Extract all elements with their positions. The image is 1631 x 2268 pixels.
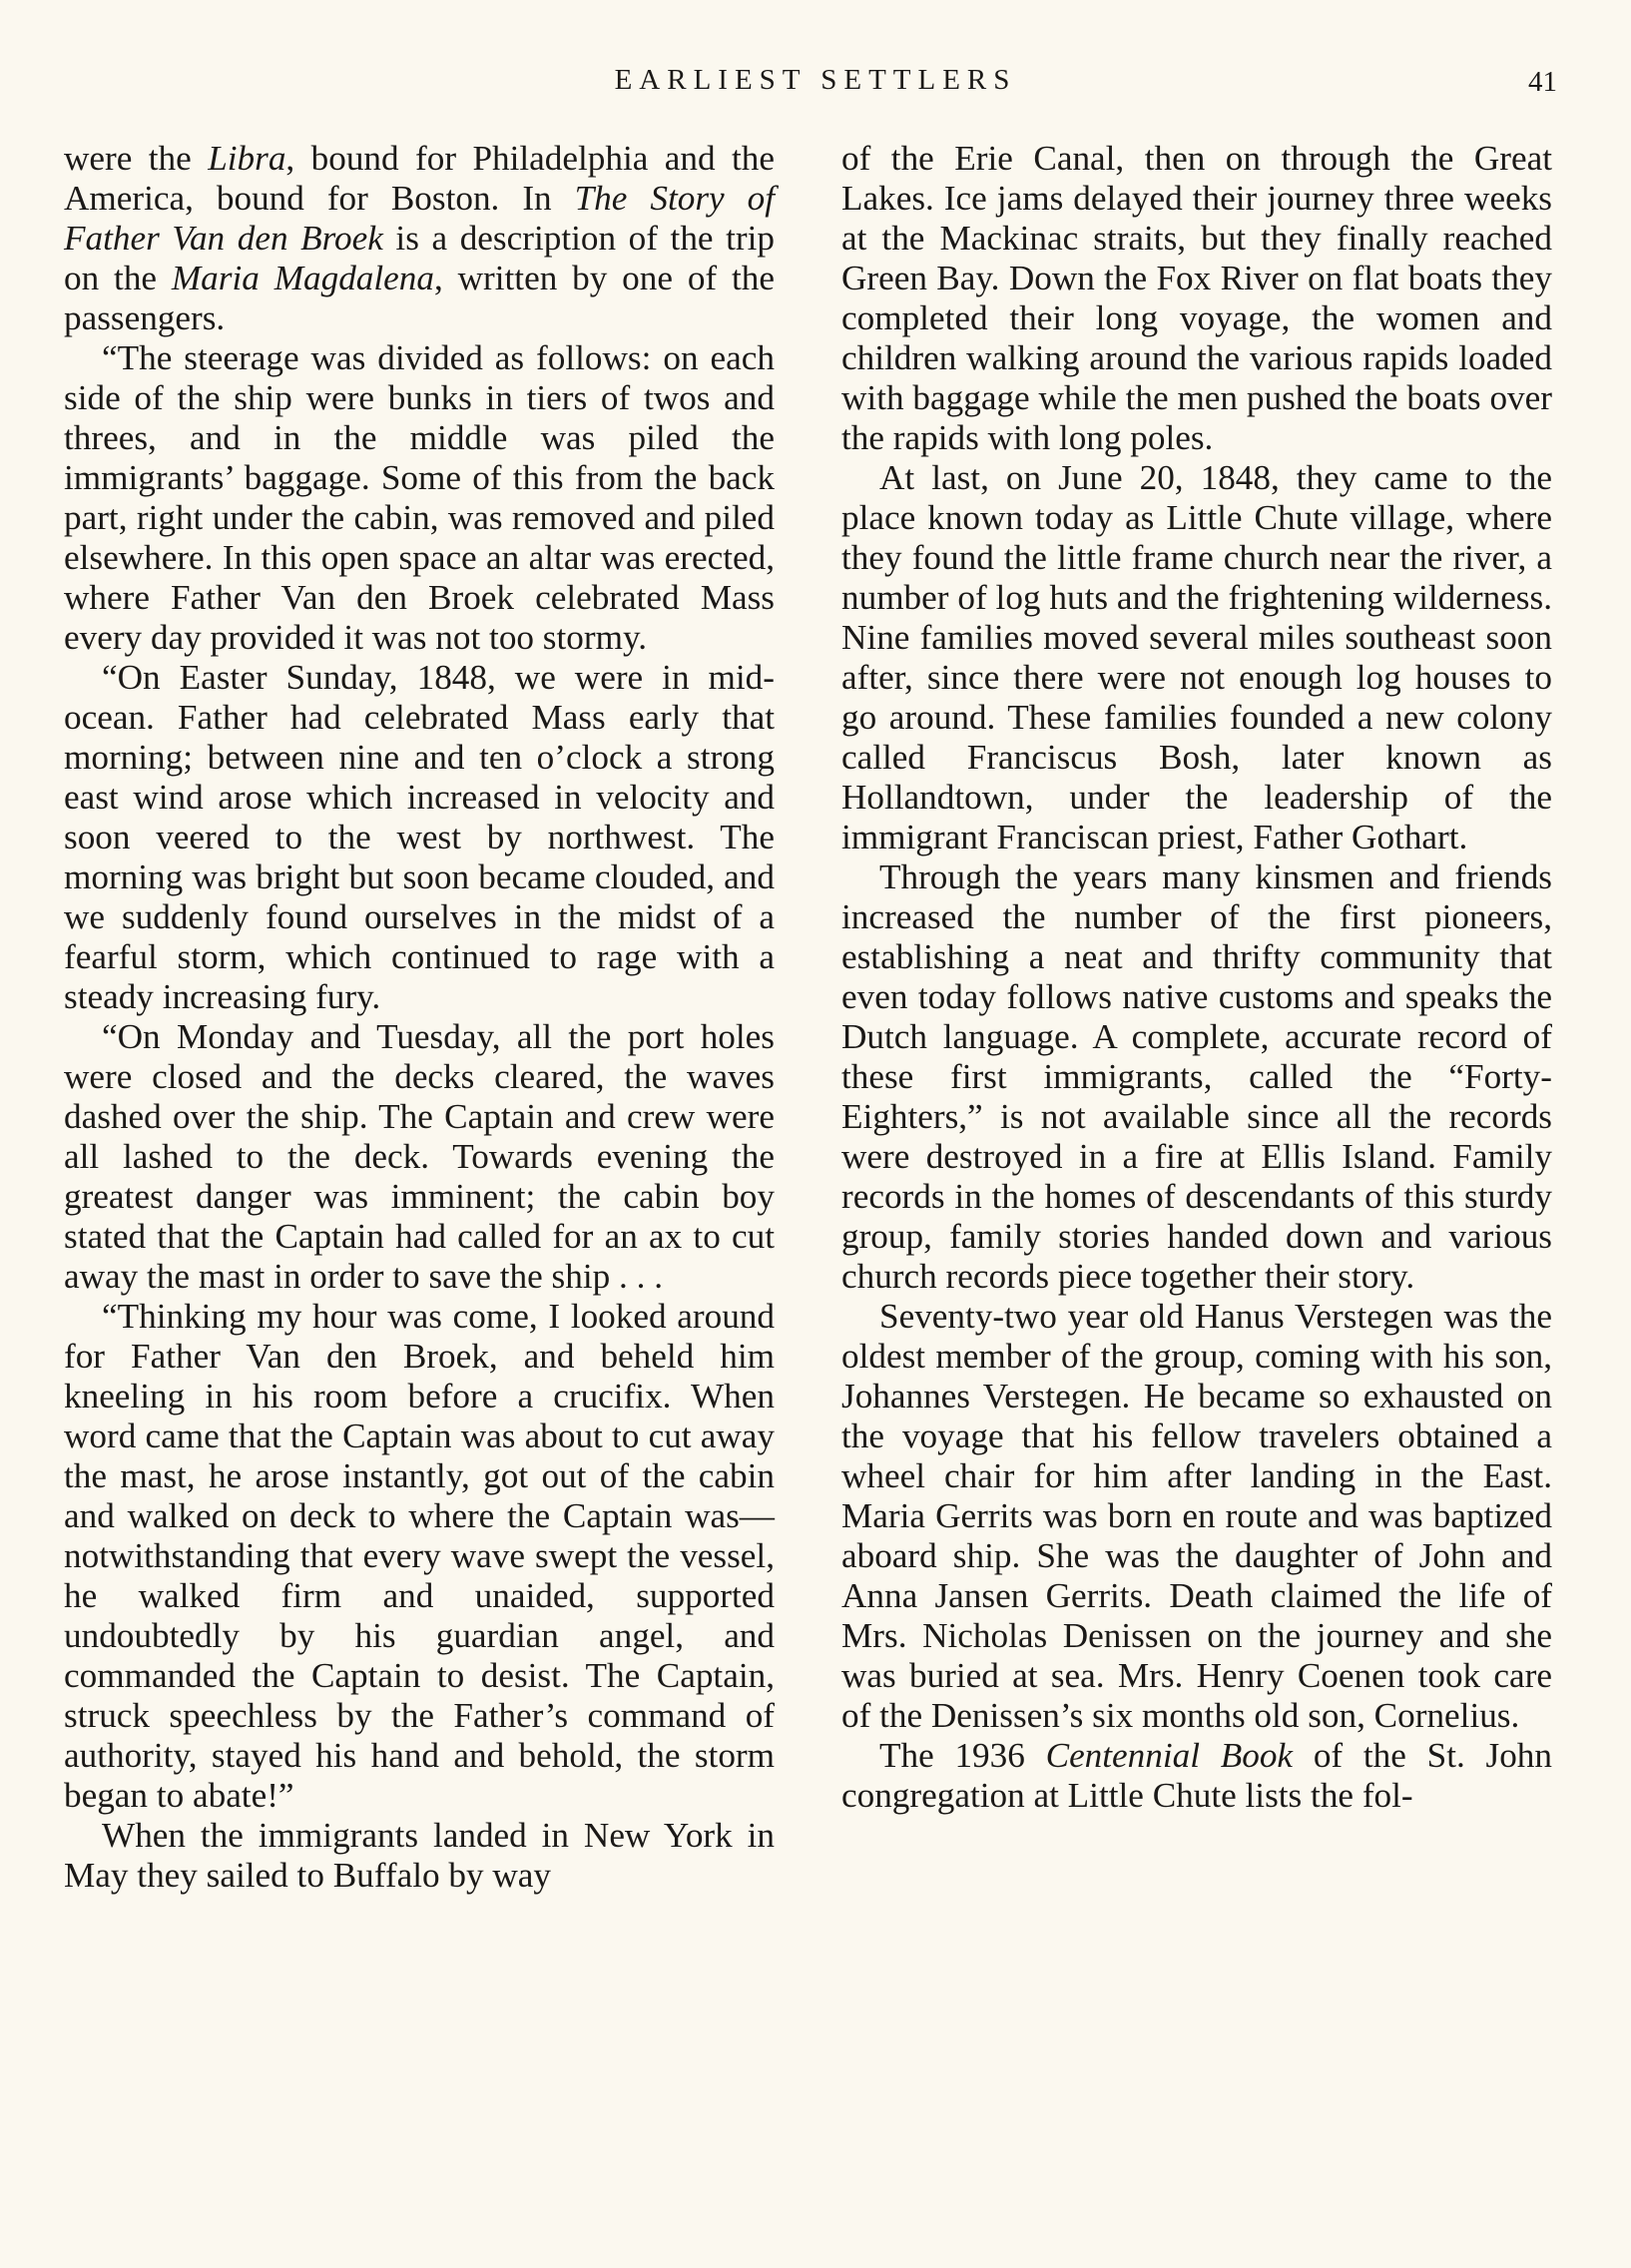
paragraph: When the immigrants landed in New York in May they sailed to Buffalo by way (64, 1816, 775, 1895)
page-number: 41 (1528, 66, 1557, 98)
text-run: , written by one of the passengers. (64, 259, 775, 337)
italic-title: Centennial Book (1045, 1736, 1294, 1775)
paragraph (64, 139, 775, 338)
paragraph: “Thinking my hour was come, I looked around for Father Van den Broek, and beheld him kneeling in his room before a crucifix. When word came that the Captain was about to cut away the mast, he arose instantly, got out of the cabin and walked on deck to where the Captain was—notwithstanding that every wave swept the vessel, he walked firm and unaided, supported undoubtedly by his guardian angel, and commanded the Captain to desist. The Captain, struck speechless by the Father’s command of authority, stayed his hand and behold, the storm began to abate!” (64, 1297, 775, 1815)
running-title: EARLIEST SETTLERS (614, 64, 1017, 96)
text-run: The 1936 (879, 1736, 1046, 1775)
italic-title: Libra (208, 139, 286, 178)
paragraph: Through the years many kinsmen and friends increased the number of the first pioneers, establishing a neat and thrifty community that even today follows native customs and speaks the Dutch language. A complete, accurate record of these first immigrants, called the “Forty-Eighters,” is not available since all the records were destroyed in a fire at Ellis Island. Family records in the homes of descendants of this sturdy group, family stories handed down and various church records piece together their story. (841, 857, 1552, 1296)
text-run: of the St. John congregation at Little Chute lists the fol- (841, 1736, 1552, 1815)
paragraph: of the Erie Canal, then on through the Great Lakes. Ice jams delayed their journey three weeks at the Mackinac straits, but they finally reached Green Bay. Down the Fox River on flat boats they completed their long voyage, the women and children walking around the various rapids loaded with baggage while the men pushed the boats over the rapids with long poles. (841, 139, 1552, 457)
text-run: is a description of the trip on the (64, 219, 775, 297)
right-column (841, 139, 1552, 1816)
paragraph: Seventy-two year old Hanus Verstegen was the oldest member of the group, coming with his son, Johannes Verstegen. He became so exhausted on the voyage that his fellow travelers obtained a wheel chair for him after landing in the East. Maria Gerrits was born en route and was baptized aboard ship. She was the daughter of John and Anna Jansen Gerrits. Death claimed the life of Mrs. Nicholas Denissen on the journey and she was buried at sea. Mrs. Henry Coenen took care of the Denissen’s six months old son, Cornelius. (841, 1297, 1552, 1735)
italic-title: Maria Magdalena (171, 259, 434, 297)
paragraph (841, 1736, 1552, 1816)
paragraph: At last, on June 20, 1848, they came to the place known today as Little Chute village, where they found the little frame church near the river, a number of log huts and the frightening wilderness. Nine families moved several miles southeast soon after, since there were not enough log houses to go around. These families founded a new colony called Franciscus Bosh, later known as Hollandtown, under the leadership of the immigrant Franciscan priest, Father Gothart. (841, 458, 1552, 856)
paragraph: “The steerage was divided as follows: on each side of the ship were bunks in tiers of twos and threes, and in the middle was piled the immigrants’ baggage. Some of this from the back part, right under the cabin, was removed and piled elsewhere. In this open space an altar was erected, where Father Van den Broek celebrated Mass every day provided it was not too stormy. (64, 338, 775, 657)
text-run: were the (64, 139, 209, 178)
paragraph: “On Monday and Tuesday, all the port holes were closed and the decks cleared, the waves dashed over the ship. The Captain and crew were all lashed to the deck. Towards evening the greatest danger was imminent; the cabin boy stated that the Captain had called for an ax to cut away the mast in order to save the ship . . . (64, 1017, 775, 1296)
left-column (64, 139, 775, 1896)
italic-title: The Story of Father Van den Broek (64, 179, 775, 258)
running-head (0, 64, 1631, 104)
text-run: , bound for Philadelphia and the America, bound for Boston. In (64, 139, 775, 218)
paragraph: “On Easter Sunday, 1848, we were in mid-ocean. Father had celebrated Mass early that morning; between nine and ten o’clock a strong east wind arose which increased in velocity and soon veered to the west by northwest. The morning was bright but soon became clouded, and we suddenly found ourselves in the midst of a fearful storm, which continued to rage with a steady increasing fury. (64, 658, 775, 1016)
